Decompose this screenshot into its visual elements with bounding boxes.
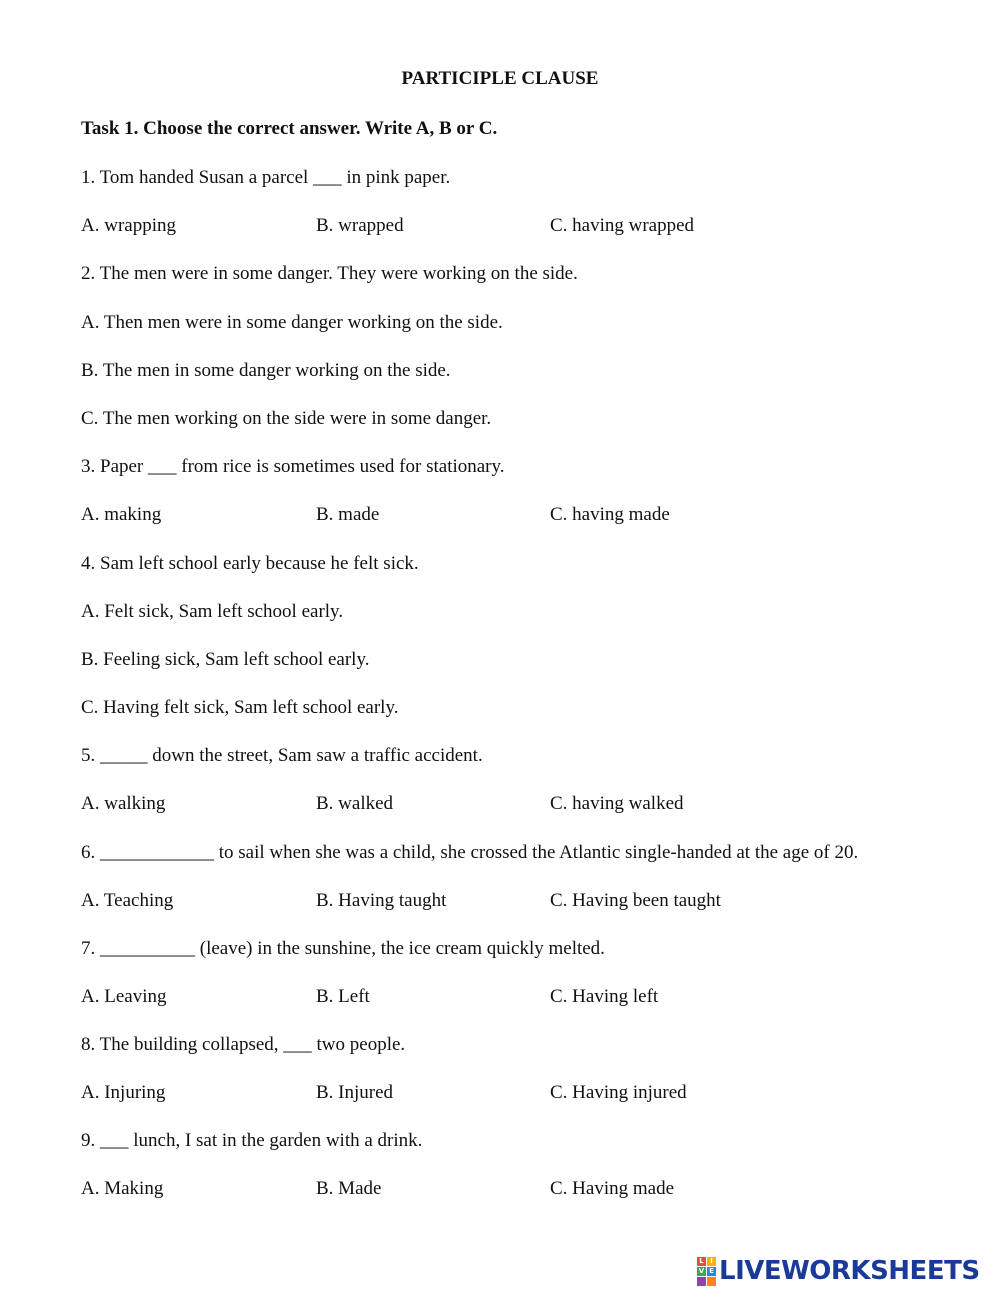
logo-tile: I xyxy=(707,1257,716,1266)
question-3: 3. Paper ___ from rice is sometimes used for stationary. xyxy=(81,456,505,477)
q3-option-a: A. making xyxy=(81,504,162,525)
q2-option-b: B. The men in some danger working on the side. xyxy=(81,360,451,381)
page-title: PARTICIPLE CLAUSE xyxy=(401,68,599,89)
q5-option-a: A. walking xyxy=(81,793,166,814)
question-2: 2. The men were in some danger. They were working on the side. xyxy=(81,263,578,284)
q9-option-a: A. Making xyxy=(81,1178,164,1199)
q7-option-a: A. Leaving xyxy=(81,986,167,1007)
q1-option-c: C. having wrapped xyxy=(550,215,695,236)
logo-tile: V xyxy=(698,1266,705,1275)
question-5: 5. _____ down the street, Sam saw a traffic accident. xyxy=(81,745,483,766)
q9-option-c: C. Having made xyxy=(550,1178,675,1199)
question-6: 6. ____________ to sail when she was a child, she crossed the Atlantic single-handed at the age of 20. xyxy=(81,842,859,863)
question-4: 4. Sam left school early because he felt sick. xyxy=(81,553,419,574)
logo-tile xyxy=(707,1277,716,1286)
q8-option-c: C. Having injured xyxy=(550,1082,687,1103)
question-9: 9. ___ lunch, I sat in the garden with a drink. xyxy=(81,1130,423,1151)
question-7: 7. __________ (leave) in the sunshine, the ice cream quickly melted. xyxy=(81,938,605,959)
q3-option-b: B. made xyxy=(316,504,380,525)
q8-option-b: B. Injured xyxy=(316,1082,394,1103)
question-8: 8. The building collapsed, ___ two people. xyxy=(81,1034,406,1055)
q5-option-c: C. having walked xyxy=(550,793,684,814)
logo-tile: E xyxy=(707,1267,716,1276)
q1-option-a: A. wrapping xyxy=(81,215,176,236)
q7-option-b: B. Left xyxy=(316,986,370,1007)
q5-option-b: B. walked xyxy=(316,793,394,814)
q6-option-b: B. Having taught xyxy=(316,890,447,911)
q4-option-b: B. Feeling sick, Sam left school early. xyxy=(81,649,370,670)
question-1: 1. Tom handed Susan a parcel ___ in pink paper. xyxy=(81,167,451,188)
q4-option-c: C. Having felt sick, Sam left school early. xyxy=(81,697,399,718)
q7-option-c: C. Having left xyxy=(550,986,659,1007)
q9-option-b: B. Made xyxy=(316,1178,382,1199)
logo-tile: L xyxy=(697,1257,706,1266)
brand-name: LIVEWORKSHEETS xyxy=(719,1256,980,1286)
q4-option-a: A. Felt sick, Sam left school early. xyxy=(81,601,344,622)
logo-mark-icon xyxy=(697,1257,716,1286)
q8-option-a: A. Injuring xyxy=(81,1082,166,1103)
logo-tile xyxy=(697,1277,706,1286)
q6-option-a: A. Teaching xyxy=(81,890,174,911)
q1-option-b: B. wrapped xyxy=(316,215,404,236)
liveworksheets-logo[interactable] xyxy=(697,1256,980,1286)
q6-option-c: C. Having been taught xyxy=(550,890,721,911)
q2-option-a: A. Then men were in some danger working on the side. xyxy=(81,312,503,333)
task-heading: Task 1. Choose the correct answer. Write A, B or C. xyxy=(81,118,498,139)
q2-option-c: C. The men working on the side were in some danger. xyxy=(81,408,492,429)
q3-option-c: C. having made xyxy=(550,504,670,525)
